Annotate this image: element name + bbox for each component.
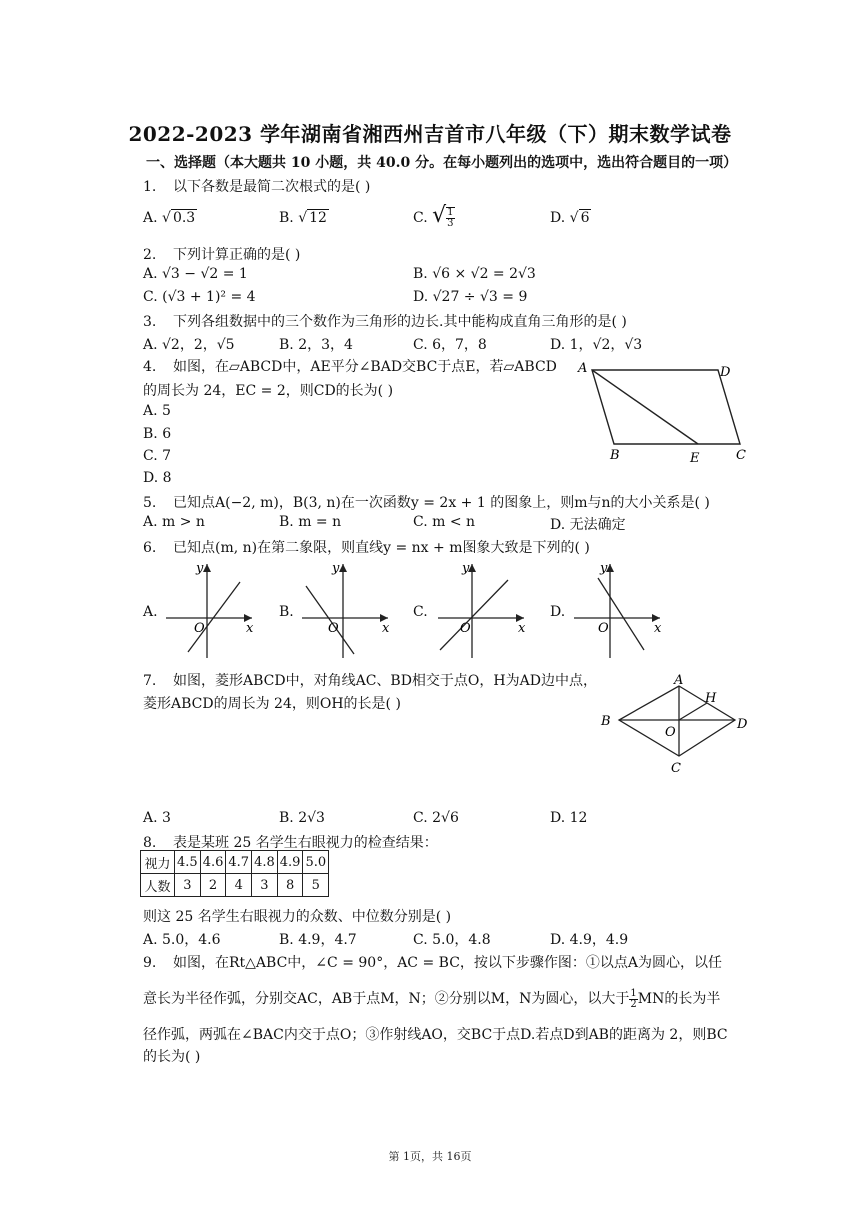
- vision-table: [140, 850, 329, 897]
- svg-text:D: D: [737, 717, 748, 732]
- graph-c: [432, 560, 532, 660]
- svg-text:O: O: [598, 621, 609, 636]
- graph-a: [160, 560, 260, 660]
- sqrt-icon: √: [569, 210, 579, 226]
- svg-text:y: y: [600, 561, 608, 576]
- question-4: 4. 如图，在▱ABCD中，AE平分∠BAD交BC于点E，若▱ABCD: [143, 359, 557, 375]
- question-1: [143, 176, 370, 196]
- q4-option-b: B. 6: [143, 426, 172, 442]
- q7-option-b: B. 2√3: [279, 810, 325, 826]
- q4-option-c: C. 7: [143, 448, 172, 464]
- svg-text:y: y: [332, 561, 340, 576]
- q3-option-d: D. 1，√2，√3: [550, 337, 643, 353]
- q4-option-d: D. 8: [143, 470, 172, 486]
- q3-option-a: A. √2，2，√5: [143, 337, 235, 353]
- q2-option-a: A. √3 − √2 = 1: [143, 266, 248, 282]
- question-9-line2: 意长为半径作弧，分别交AC，AB于点M，N；②分别以M，N为圆心，以大于 $\frac{1}{2}$ MN的长为半: [143, 987, 721, 1010]
- svg-text:B: B: [601, 714, 611, 729]
- q1-option-c: C. √ $\frac{1}{3}$: [413, 203, 454, 229]
- svg-text:O: O: [460, 621, 471, 636]
- q1-option-b: B. √ 12: [279, 210, 327, 226]
- q3-option-c: C. 6，7，8: [413, 337, 487, 353]
- question-7: 7. 如图，菱形ABCD中，对角线AC、BD相交于点O，H为AD边中点，: [143, 673, 597, 689]
- sqrt-icon: √: [432, 203, 447, 228]
- question-5: 5. 已知点A(−2, m)，B(3, n)在一次函数y = 2x + 1 的图象上，则m与n的大小关系是( ): [143, 495, 710, 511]
- graph-d-line: [598, 578, 644, 650]
- q5-option-d: D. 无法确定: [550, 517, 626, 533]
- graph-b-line: [306, 586, 354, 654]
- label-b: B: [610, 448, 620, 463]
- q8-option-a: A. 5.0，4.6: [143, 932, 221, 948]
- q6-option-d: D.: [550, 604, 566, 620]
- question-number: 1.: [143, 179, 157, 195]
- q6-option-c: C.: [413, 604, 428, 620]
- question-8: 8. 表是某班 25 名学生右眼视力的检查结果：: [143, 835, 438, 851]
- question-7-line2: 菱形ABCD的周长为 24，则OH的长是( ): [143, 696, 401, 712]
- q6-option-a: A.: [143, 604, 158, 620]
- label-c: C: [736, 448, 746, 463]
- segment-ae: [592, 370, 698, 444]
- svg-text:O: O: [194, 621, 205, 636]
- q8-option-c: C. 5.0，4.8: [413, 932, 491, 948]
- graph-a-line: [188, 582, 240, 652]
- page-title: 2022-2023 学年湖南省湘西州吉首市八年级（下）期末数学试卷: [128, 122, 732, 146]
- svg-text:H: H: [705, 691, 717, 706]
- svg-text:x: x: [382, 621, 390, 636]
- q3-option-b: B. 2，3，4: [279, 337, 353, 353]
- q8-option-d: D. 4.9，4.9: [550, 932, 629, 948]
- q2-option-d: D. √27 ÷ √3 = 9: [413, 289, 528, 305]
- question-3: 3. 下列各组数据中的三个数作为三角形的边长.其中能构成直角三角形的是( ): [143, 314, 627, 330]
- svg-text:O: O: [665, 725, 676, 740]
- q5-option-a: A. m > n: [143, 514, 205, 530]
- q8-option-b: B. 4.9，4.7: [279, 932, 357, 948]
- q7-option-a: A. 3: [143, 810, 171, 826]
- label-e: E: [690, 451, 700, 466]
- svg-text:C: C: [671, 761, 681, 776]
- question-4-line2: 的周长为 24，EC = 2，则CD的长为( ): [143, 383, 394, 399]
- question-8-after: 则这 25 名学生右眼视力的众数、中位数分别是( ): [143, 909, 452, 925]
- question-text: 以下各数是最简二次根式的是( ): [173, 179, 371, 195]
- question-9: 9. 如图，在Rt△ABC中，∠C = 90°，AC = BC，按以下步骤作图：①以点A为圆心，以任: [143, 955, 723, 971]
- q2-option-b: B. √6 × √2 = 2√3: [413, 266, 536, 282]
- question-2: 2. 下列计算正确的是( ): [143, 247, 301, 263]
- graph-c-line: [440, 580, 508, 650]
- svg-text:y: y: [196, 561, 204, 576]
- section-heading: 一、选择题（本大题共 10 小题，共 40.0 分。在每小题列出的选项中，选出符合题目的一项）: [146, 155, 738, 171]
- graph-b: [296, 560, 396, 660]
- svg-text:x: x: [518, 621, 526, 636]
- svg-text:x: x: [654, 621, 662, 636]
- question-9-line4: 的长为( ): [143, 1049, 201, 1065]
- fraction-half: $\frac{1}{2}$: [630, 987, 637, 1010]
- label-a: A: [578, 361, 588, 376]
- table-row: 视力 4.5 4.6 4.7 4.8 4.9 5.0: [141, 851, 329, 874]
- q7-option-c: C. 2√6: [413, 810, 459, 826]
- svg-text:x: x: [246, 621, 254, 636]
- svg-text:O: O: [328, 621, 339, 636]
- segment-oh: [679, 703, 707, 720]
- q5-option-c: C. m < n: [413, 514, 476, 530]
- svg-text:A: A: [674, 673, 684, 688]
- table-row: 人数 3 2 4 3 8 5: [141, 874, 329, 897]
- q2-option-c: C. (√3 + 1)² = 4: [143, 289, 256, 305]
- question-6: 6. 已知点(m, n)在第二象限，则直线y = nx + m图象大致是下列的( ): [143, 540, 590, 556]
- sqrt-icon: √: [162, 210, 171, 226]
- label-d: D: [720, 365, 731, 380]
- q4-option-a: A. 5: [143, 403, 171, 419]
- sqrt-icon: √: [298, 210, 308, 226]
- q5-option-b: B. m = n: [279, 514, 342, 530]
- svg-text:y: y: [462, 561, 470, 576]
- question-9-line3: 径作弧，两弧在∠BAC内交于点O；③作射线AO，交BC于点D.若点D到AB的距离为 2，则BC: [143, 1027, 728, 1043]
- rhombus-figure: [595, 672, 760, 776]
- parallelogram-abcd: [592, 370, 740, 444]
- q7-option-d: D. 12: [550, 810, 588, 826]
- graph-d: [568, 560, 668, 660]
- q6-option-b: B.: [279, 604, 294, 620]
- q1-option-d: D. √ 6: [550, 210, 590, 226]
- q1-option-a: A. √ 0.3: [143, 210, 196, 226]
- page-footer: 第 1页，共 16页: [388, 1150, 472, 1163]
- rhombus-abcd: [619, 686, 735, 756]
- parallelogram-figure: [570, 358, 760, 468]
